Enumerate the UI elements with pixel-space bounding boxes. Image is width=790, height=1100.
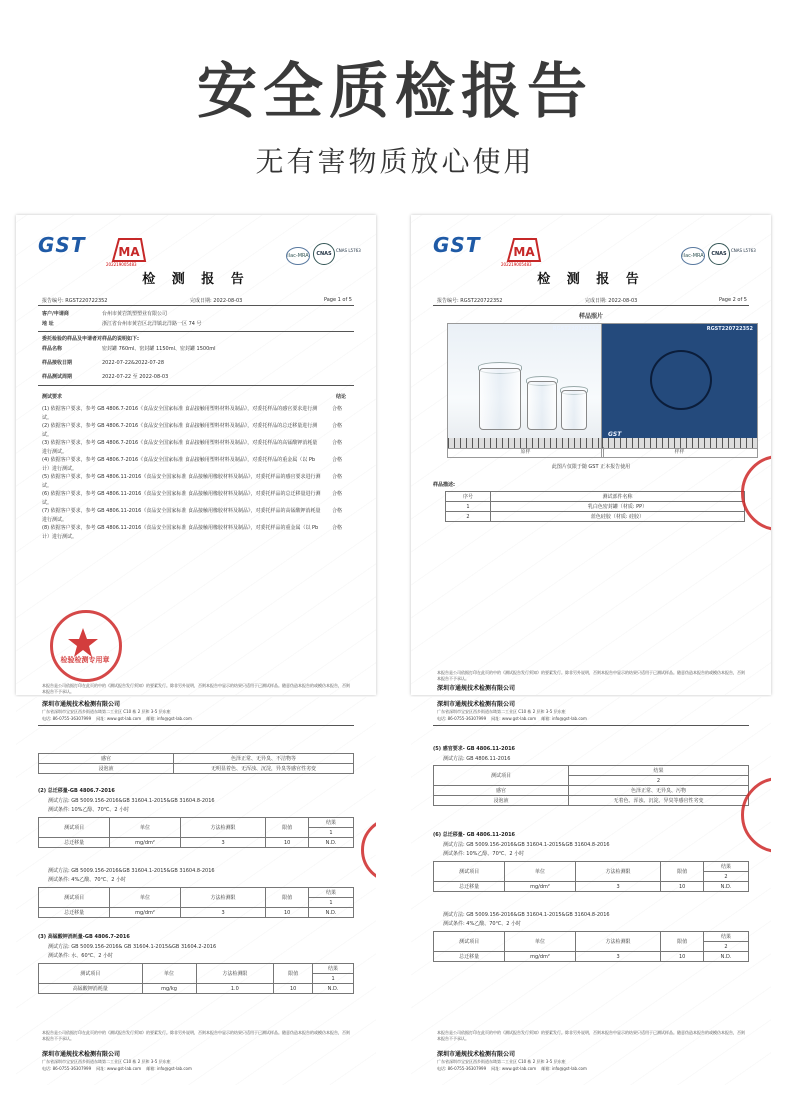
website: 网址: www.gst-lab.com xyxy=(96,716,142,721)
report-page-4 xyxy=(411,697,771,1085)
method-line xyxy=(443,911,610,918)
phone: 电话: 86-0755-36307999 xyxy=(437,1066,487,1071)
requirement-result: 合格 xyxy=(331,474,342,480)
cell: 限值 xyxy=(661,862,704,882)
company-address: 广东省深圳市宝安区西乡街道东坳第二工业区 C10 栋 2 层和 3-5 层东座 xyxy=(42,1059,171,1064)
requirement-text: (2) 依据客户要求，参考 GB 4806.7-2016《食品安全国家标准 食品接触用塑料材料及制品》，对委托样品的总迁移量进行测试。 xyxy=(42,423,318,438)
sample-photo-original xyxy=(447,323,604,449)
method-label: 测试方法: xyxy=(443,756,465,762)
requirement-text: (8) 依据客户要求，参考 GB 4806.11-2016《食品安全国家标准 食品接触用橡胶材料及制品》，对委托样品的重金属（以 Pb 计）进行测试。 xyxy=(42,525,319,540)
cell: 无明显着色、无浑浊、沉淀，异臭等感官性劣变 xyxy=(174,764,354,774)
table-row xyxy=(446,512,745,522)
email: 邮箱: info@gst-lab.com xyxy=(146,716,192,721)
seal-label: 检验检测专用章 xyxy=(60,656,110,664)
footer-note: 本报告是公司依据打印在此页的中的《测试报告发行须知》的要素发行。除非另外说明，否则本报告中显示的结果只适用于已测试样品。随意伪造本报告的或模仿本报告，否则本报告不予承认。 xyxy=(437,1030,745,1041)
cell: 浸泡液 xyxy=(39,764,174,774)
requirement-item xyxy=(42,405,342,422)
website: 网址: www.gst-lab.com xyxy=(491,1066,537,1071)
cond-value: 10%乙醇、70℃、2 小时 xyxy=(71,807,130,813)
cell: 2 xyxy=(704,872,749,882)
phone: 电话: 86-0755-36307999 xyxy=(42,1066,92,1071)
cell: 测试项目 xyxy=(39,818,110,838)
company-address: 广东省深圳市宝安区西乡街道东坳第二工业区 C10 栋 2 层和 3-5 层东座 xyxy=(437,709,566,714)
sensory-table xyxy=(433,765,749,806)
email: 邮箱: info@gst-lab.com xyxy=(146,1066,192,1071)
cond-line xyxy=(48,876,126,883)
report-page-2 xyxy=(411,215,771,695)
section-total-migration: (6) 总迁移量- GB 4806.11-2016 xyxy=(433,832,516,838)
company-name: 深圳市通规技术检测有限公司 xyxy=(42,701,121,708)
cell: 总迁移量 xyxy=(39,838,110,848)
cell: 结果 xyxy=(704,862,749,872)
address-value: 浙江省台州市黄岩区北洋镇北洋路一区 74 号 xyxy=(102,321,202,327)
cond-line xyxy=(48,806,129,813)
sample-desc-table xyxy=(445,491,745,522)
gst-watermark: GST xyxy=(608,431,622,438)
cond-label: 测试条件: xyxy=(443,921,465,927)
requirement-result: 合格 xyxy=(331,406,342,412)
cell: 单位 xyxy=(505,862,576,882)
report-date: 完成日期: 2022-08-03 xyxy=(190,298,243,304)
cond-label: 测试条件: xyxy=(48,953,70,959)
section-total-migration: (2) 总迁移量-GB 4806.7-2016 xyxy=(38,788,115,794)
phone: 电话: 86-0755-36307999 xyxy=(42,716,92,721)
cell: 结果 xyxy=(313,964,354,974)
cell: mg/dm² xyxy=(110,908,181,918)
cell: 2 xyxy=(704,942,749,952)
cell: 2 xyxy=(446,512,491,522)
photo-title: 样品照片 xyxy=(578,313,603,320)
cond-label: 测试条件: xyxy=(48,807,70,813)
method-value: GB 5009.156-2016&GB 31604.1-2015&GB 31604.8-2016 xyxy=(71,868,215,874)
cell: 10 xyxy=(661,952,704,962)
cma-license: 202219005483 xyxy=(501,262,532,267)
container-small xyxy=(561,390,587,430)
report-date: 完成日期: 2022-08-03 xyxy=(585,298,638,304)
report-page-1 xyxy=(16,215,376,695)
requirement-item xyxy=(42,524,342,541)
sample-intro: 委托检验的样品及申请者对样品的说明如下: xyxy=(42,336,140,342)
cond-label: 测试条件: xyxy=(48,877,70,883)
cell: 2 xyxy=(569,776,749,786)
method-line xyxy=(443,755,510,762)
photo-id: RGST220722352 xyxy=(706,326,753,332)
cell: mg/kg xyxy=(142,984,196,994)
report-meta xyxy=(42,297,352,304)
company-contacts xyxy=(42,1066,192,1072)
ilac-logo: ilac-MRA xyxy=(681,247,705,265)
container-large xyxy=(479,368,521,430)
cond-value: 水、60℃、2 小时 xyxy=(71,953,114,959)
cell: 10 xyxy=(266,908,309,918)
cond-line xyxy=(48,952,113,959)
cell: 结果 xyxy=(309,818,354,828)
requirement-item xyxy=(42,490,342,507)
cell: 单位 xyxy=(110,818,181,838)
cell: 无着色、浑浊、沉淀、异臭等感官性劣变 xyxy=(569,796,749,806)
requirement-item xyxy=(42,507,342,524)
cell: 1.0 xyxy=(196,984,274,994)
cell: 10 xyxy=(661,882,704,892)
method-line xyxy=(443,841,610,848)
report-title: 检 测 报 告 xyxy=(537,272,645,287)
table-header xyxy=(446,492,745,502)
cell: 方法检测限 xyxy=(575,932,660,952)
report-title: 检 测 报 告 xyxy=(142,272,250,287)
svg-text:MA: MA xyxy=(513,245,535,259)
cell: 总迁移量 xyxy=(434,952,505,962)
cma-logo-icon xyxy=(111,235,147,263)
company-name: 深圳市通规技术检测有限公司 xyxy=(437,685,516,692)
company-address: 广东省深圳市宝安区西乡街道东坳第二工业区 C10 栋 2 层和 3-5 层东座 xyxy=(437,1059,566,1064)
cell: 限值 xyxy=(266,888,309,908)
cell: mg/dm² xyxy=(110,838,181,848)
official-seal xyxy=(361,817,376,883)
desc-title: 样品描述: xyxy=(433,482,455,488)
official-seal xyxy=(50,610,122,682)
cell: 10 xyxy=(274,984,313,994)
requirement-text: (3) 依据客户要求，参考 GB 4806.7-2016《食品安全国家标准 食品接触用塑料材料及制品》，对委托样品的高锰酸钾消耗量进行测试。 xyxy=(42,440,318,455)
gst-logo: GST xyxy=(433,233,481,257)
method-value: GB 4806.11-2016 xyxy=(466,756,511,762)
method-value: GB 5009.156-2016& GB 31604.1-2015&GB 31604.2-2016 xyxy=(71,944,217,950)
sample-name: 密封罐 760ml、密封罐 1150ml、密封罐 1500ml xyxy=(102,346,216,352)
gst-logo: GST xyxy=(38,233,86,257)
requirement-text: (4) 依据客户要求，参考 GB 4806.7-2016《食品安全国家标准 食品接触用塑料材料及制品》，对委托样品的重金属（以 Pb 计）进行测试。 xyxy=(42,457,316,472)
cell: 结果 xyxy=(704,932,749,942)
container-medium xyxy=(527,381,557,430)
photo-note: 此图片仅限于随 GST 正本报告使用 xyxy=(551,464,631,470)
cell: 1 xyxy=(313,974,354,984)
cond-label: 测试条件: xyxy=(443,851,465,857)
report-number: 报告编号: RGST220722352 xyxy=(437,298,503,304)
cell: 总迁移量 xyxy=(39,908,110,918)
cond-value: 4%乙酸、70℃、2 小时 xyxy=(71,877,126,883)
requirement-text: (1) 依据客户要求，参考 GB 4806.7-2016《食品安全国家标准 食品接触用塑料材料及制品》，对委托样品的感官要求进行测试。 xyxy=(42,406,318,421)
recv-label: 样品接收日期 xyxy=(42,360,73,366)
method-value: GB 5009.156-2016&GB 31604.1-2015&GB 31604.8-2016 xyxy=(466,912,610,918)
footer-note: 本报告是公司依据打印在此页的中的《测试报告发行须知》的要素发行。除非另外说明，否则本报告中显示的结果只适用于已测试样品。随意伪造本报告的或模仿本报告，否则本报告不予承认。 xyxy=(42,683,350,694)
requirement-result: 合格 xyxy=(331,440,342,446)
cond-line xyxy=(443,850,524,857)
ilac-logo: ilac-MRA xyxy=(286,247,310,265)
report-number: 报告编号: RGST220722352 xyxy=(42,298,108,304)
requirement-item xyxy=(42,439,342,456)
cell: 测试项目 xyxy=(434,862,505,882)
cma-license: 202219005483 xyxy=(106,262,137,267)
cell: 3 xyxy=(180,908,265,918)
requirement-item xyxy=(42,473,342,490)
requirement-text: (7) 依据客户要求，参考 GB 4806.11-2016《食品安全国家标准 食品接触用橡胶材料及制品》，对委托样品的高锰酸钾消耗量进行测试。 xyxy=(42,508,321,523)
client-label: 客户/申请商 xyxy=(42,311,69,317)
cell: 方法检测限 xyxy=(196,964,274,984)
client-value: 台州市黄岩凯塑塑业有限公司 xyxy=(102,311,168,317)
address-label: 地 址 xyxy=(42,321,54,327)
cell: 10 xyxy=(266,838,309,848)
method-value: GB 5009.156-2016&GB 31604.1-2015&GB 31604.8-2016 xyxy=(466,842,610,848)
conclusion-label: 结论 xyxy=(336,394,347,400)
cell: 方法检测限 xyxy=(180,888,265,908)
requirement-result: 合格 xyxy=(331,457,342,463)
cell: 限值 xyxy=(274,964,313,984)
req-label: 测试要求 xyxy=(42,394,63,400)
email: 邮箱: info@gst-lab.com xyxy=(541,1066,587,1071)
photo-id: RGST220722352 xyxy=(552,326,599,332)
company-name: 深圳市通规技术检测有限公司 xyxy=(42,1051,121,1058)
company-contacts xyxy=(42,716,192,722)
cell: 限值 xyxy=(661,932,704,952)
cell: N.D. xyxy=(313,984,354,994)
cell: 感官 xyxy=(434,786,569,796)
table-row xyxy=(446,502,745,512)
requirement-result: 合格 xyxy=(331,508,342,514)
cell: N.D. xyxy=(704,882,749,892)
cond-value: 4%乙酸、70℃、2 小时 xyxy=(466,921,521,927)
cond-value: 10%乙醇、70℃、2 小时 xyxy=(466,851,525,857)
cell: 乳白色密封罐（材质: PP） xyxy=(491,502,745,512)
cell: 单位 xyxy=(505,932,576,952)
recv-date: 2022-07-22&2022-07-28 xyxy=(102,360,165,366)
report-meta xyxy=(437,297,747,304)
seal-star-icon xyxy=(50,610,116,676)
sample-photo-ring xyxy=(601,323,758,449)
footer-note: 本报告是公司依据打印在此页的中的《测试报告发行须知》的要素发行。除非另外说明，否则本报告中显示的结果只适用于已测试样品。随意伪造本报告的或模仿本报告，否则本报告不予承认。 xyxy=(437,670,745,681)
caption-left: 原样 xyxy=(447,447,604,458)
requirement-result: 合格 xyxy=(331,525,342,531)
requirement-item xyxy=(42,456,342,473)
test-period: 2022-07-22 至 2022-08-03 xyxy=(102,374,169,380)
report-page-3 xyxy=(16,697,376,1085)
cell: 方法检测限 xyxy=(180,818,265,838)
cell: mg/dm² xyxy=(505,952,576,962)
sample-name-label: 样品名称 xyxy=(42,346,63,352)
cond-line xyxy=(443,920,521,927)
cma-logo-icon xyxy=(506,235,542,263)
requirement-text: (5) 依据客户要求，参考 GB 4806.11-2016《食品安全国家标准 食品接触用橡胶材料及制品》，对委托样品的感官要求进行测试。 xyxy=(42,474,321,489)
cnas-number: CNAS L5763 xyxy=(731,248,756,253)
page-title: 安全质检报告 xyxy=(197,57,593,127)
requirement-text: (6) 依据客户要求，参考 GB 4806.11-2016《食品安全国家标准 食品接触用橡胶材料及制品》，对委托样品的总迁移量进行测试。 xyxy=(42,491,321,506)
section-kmno4: (3) 高锰酸钾消耗量-GB 4806.7-2016 xyxy=(38,934,130,940)
method-label: 测试方法: xyxy=(48,868,70,874)
cell: 色泽正常、无异臭、污物 xyxy=(569,786,749,796)
migration-table-1 xyxy=(38,817,354,848)
cell: 1 xyxy=(309,898,354,908)
method-label: 测试方法: xyxy=(48,944,70,950)
silicone-ring xyxy=(650,350,712,410)
page-number: Page 2 of 5 xyxy=(718,297,747,303)
cell: 方法检测限 xyxy=(575,862,660,882)
cell: 单位 xyxy=(110,888,181,908)
company-name: 深圳市通规技术检测有限公司 xyxy=(437,1051,516,1058)
cell: 感官 xyxy=(39,754,174,764)
method-line xyxy=(48,867,215,874)
migration-table-3 xyxy=(433,861,749,892)
cell: 限值 xyxy=(266,818,309,838)
sense-table xyxy=(38,753,354,774)
cell: 测试项目 xyxy=(39,964,143,984)
requirement-result: 合格 xyxy=(331,491,342,497)
page-subtitle: 无有害物质放心使用 xyxy=(255,145,535,178)
cell: 蓝色硅胶（材质: 硅胶） xyxy=(491,512,745,522)
col-no: 序号 xyxy=(446,492,491,502)
method-value: GB 5009.156-2016&GB 31604.1-2015&GB 31604.8-2016 xyxy=(71,798,215,804)
cell: 1 xyxy=(309,828,354,838)
method-label: 测试方法: xyxy=(443,912,465,918)
migration-table-4 xyxy=(433,931,749,962)
company-contacts xyxy=(437,1066,587,1072)
caption-right: 样样 xyxy=(601,447,758,458)
cell: 测试项目 xyxy=(434,766,569,786)
cell: 浸泡液 xyxy=(434,796,569,806)
footer-note: 本报告是公司依据打印在此页的中的《测试报告发行须知》的要素发行。除非另外说明，否则本报告中显示的结果只适用于已测试样品。随意伪造本报告的或模仿本报告，否则本报告不予承认。 xyxy=(42,1030,350,1041)
cell: N.D. xyxy=(309,908,354,918)
cell: 3 xyxy=(180,838,265,848)
website: 网址: www.gst-lab.com xyxy=(96,1066,142,1071)
cell: N.D. xyxy=(704,952,749,962)
test-period-label: 样品测试周期 xyxy=(42,374,73,380)
method-line xyxy=(48,797,215,804)
cell: 单位 xyxy=(142,964,196,984)
cell: 结果 xyxy=(569,766,749,776)
requirement-result: 合格 xyxy=(331,423,342,429)
company-contacts xyxy=(437,716,587,722)
cnas-logo: CNAS xyxy=(313,243,335,265)
cell: 测试项目 xyxy=(39,888,110,908)
cell: 3 xyxy=(575,882,660,892)
cnas-logo: CNAS xyxy=(708,243,730,265)
col-part: 测试部件名称 xyxy=(491,492,745,502)
company-address: 广东省深圳市宝安区西乡街道东坳第二工业区 C10 栋 2 层和 3-5 层东座 xyxy=(42,709,171,714)
cell: N.D. xyxy=(309,838,354,848)
requirement-item xyxy=(42,422,342,439)
cell: 测试项目 xyxy=(434,932,505,952)
cnas-number: CNAS L5763 xyxy=(336,248,361,253)
method-label: 测试方法: xyxy=(48,798,70,804)
cell: mg/dm² xyxy=(505,882,576,892)
method-line xyxy=(48,943,216,950)
method-label: 测试方法: xyxy=(443,842,465,848)
email: 邮箱: info@gst-lab.com xyxy=(541,716,587,721)
cell: 3 xyxy=(575,952,660,962)
cell: 色泽正常、无异臭、不洁物等 xyxy=(174,754,354,764)
company-name: 深圳市通规技术检测有限公司 xyxy=(437,701,516,708)
section-sensory: (5) 感官要求- GB 4806.11-2016 xyxy=(433,746,516,752)
kmno4-table xyxy=(38,963,354,994)
svg-text:MA: MA xyxy=(118,245,140,259)
website: 网址: www.gst-lab.com xyxy=(491,716,537,721)
cell: 总迁移量 xyxy=(434,882,505,892)
cell: 高锰酸钾消耗量 xyxy=(39,984,143,994)
cell: 结果 xyxy=(309,888,354,898)
migration-table-2 xyxy=(38,887,354,918)
phone: 电话: 86-0755-36307999 xyxy=(437,716,487,721)
cell: 1 xyxy=(446,502,491,512)
page-number: Page 1 of 5 xyxy=(323,297,352,303)
